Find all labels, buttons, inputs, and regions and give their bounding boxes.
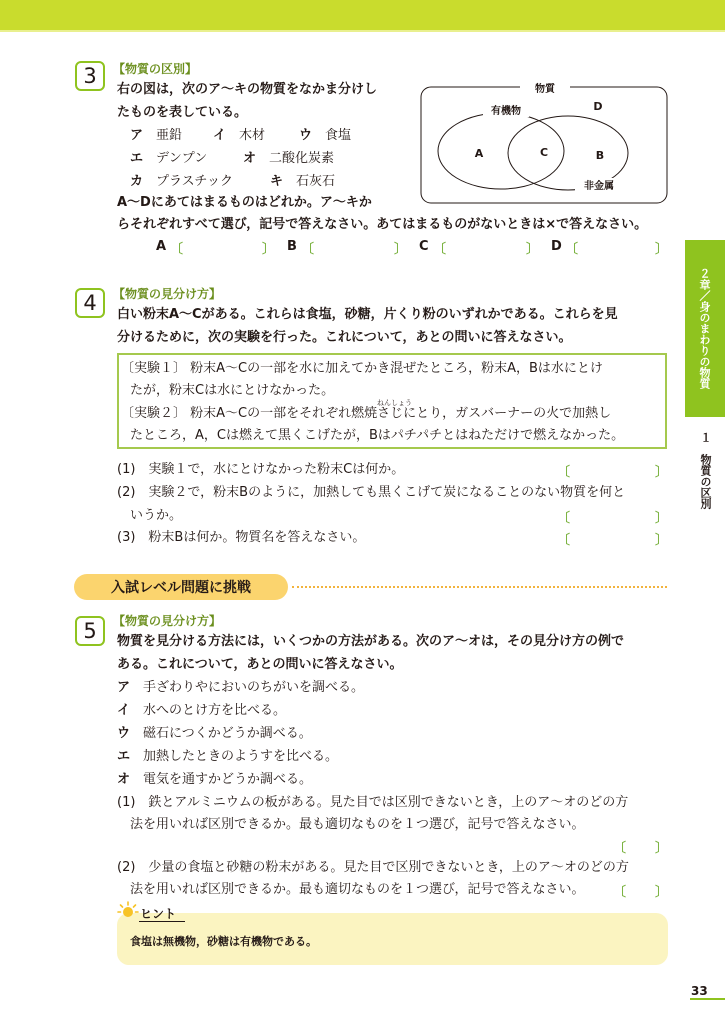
venn-label-substance: 物質 bbox=[535, 84, 555, 95]
hint-title-underline bbox=[139, 921, 185, 922]
answer-bracket-open: 〔 bbox=[565, 242, 579, 257]
venn-region-a: A bbox=[474, 147, 484, 160]
page-number: 33 bbox=[691, 984, 708, 998]
q4-line-1: 白い粉末A～Cがある。これらは食塩，砂糖，片くり粉のいずれかである。これらを見 bbox=[117, 307, 618, 322]
q3-item-key: ア bbox=[130, 128, 144, 143]
answer-bracket-close: 〕 bbox=[655, 465, 669, 480]
answer-bracket-open: 〔 bbox=[557, 465, 571, 480]
q3-item-value: 二酸化炭素 bbox=[269, 151, 335, 166]
q3-tag: 【物質の区別】 bbox=[113, 62, 198, 76]
q3-item-key: オ bbox=[243, 151, 257, 166]
answer-bracket-open: 〔 bbox=[613, 885, 627, 900]
q3-item-value: 食塩 bbox=[325, 128, 352, 143]
answer-bracket-open: 〔 bbox=[613, 841, 627, 856]
page-number-bar bbox=[690, 998, 725, 1000]
q4-sub-3: (3) 粉末Bは何か。物質名を答えなさい。 bbox=[117, 530, 366, 545]
answer-bracket-close: 〕 bbox=[262, 242, 276, 257]
q5-item-key: エ bbox=[117, 749, 131, 764]
answer-bracket-open: 〔 bbox=[170, 242, 184, 257]
q3-after-2: らそれぞれすべて選び，記号で答えなさい。あてはまるものがないときは×で答えなさい。 bbox=[117, 217, 648, 232]
q5-tag: 【物質の見分け方】 bbox=[113, 614, 222, 628]
q3-item-key: カ bbox=[130, 174, 144, 189]
q3-line-2: たものを表している。 bbox=[117, 105, 248, 120]
q5-sub-2-line-1: (2) 少量の食塩と砂糖の粉末がある。見た目で区別できないとき，上のア～オのどの方 bbox=[117, 860, 629, 875]
top-band-line bbox=[0, 30, 725, 32]
section-title: １ 物質の区別 bbox=[699, 432, 712, 509]
q5-item-key: ア bbox=[117, 680, 131, 695]
q3-item-value: 木材 bbox=[239, 128, 266, 143]
lightbulb-icon bbox=[117, 901, 139, 923]
question-number-3: 3 bbox=[75, 61, 105, 91]
ruby-nensho: ねんしょう bbox=[377, 399, 412, 407]
q3-after-1: A～Dにあてはまるものはどれか。ア～キか bbox=[117, 195, 372, 210]
q3-item-key: イ bbox=[213, 128, 227, 143]
venn-label-nonmetal: 非金属 bbox=[584, 181, 614, 192]
venn-outer-frame bbox=[421, 87, 667, 203]
q3-line-1: 右の図は，次のア～キの物質をなかま分けし bbox=[117, 82, 378, 97]
venn-diagram bbox=[420, 80, 670, 205]
q4-line-2: 分けるために，次の実験を行った。これについて，あとの問いに答えなさい。 bbox=[117, 330, 572, 345]
answer-bracket-close: 〕 bbox=[526, 242, 540, 257]
banner-dotted-rule bbox=[292, 586, 667, 588]
q5-item-key: ウ bbox=[117, 726, 131, 741]
answer-bracket-open: 〔 bbox=[557, 511, 571, 526]
q4-tag: 【物質の見分け方】 bbox=[113, 287, 222, 301]
answer-bracket-close: 〕 bbox=[655, 511, 669, 526]
answer-bracket-close: 〕 bbox=[655, 885, 669, 900]
q5-item-value: 磁石につくかどうか調べる。 bbox=[143, 726, 312, 741]
answer-bracket-close: 〕 bbox=[655, 533, 669, 548]
q5-item-value: 電気を通すかどうか調べる。 bbox=[143, 772, 313, 787]
exp2-line-2: たところ，A，Cは燃えて黒くこげたが，Bはパチパチとはねただけで燃えなかった。 bbox=[130, 428, 625, 443]
q3-answer-label-d: D bbox=[551, 239, 562, 254]
q3-item-value: 亜鉛 bbox=[156, 128, 183, 143]
q5-item-value: 加熱したときのようすを比べる。 bbox=[143, 749, 339, 764]
venn-region-c: C bbox=[539, 146, 549, 159]
q5-item-value: 手ざわりやにおいのちがいを調べる。 bbox=[143, 680, 365, 695]
question-number-5: 5 bbox=[75, 616, 105, 646]
venn-label-organic: 有機物 bbox=[491, 106, 521, 117]
q3-item-key: ウ bbox=[299, 128, 313, 143]
answer-bracket-close: 〕 bbox=[655, 242, 669, 257]
hint-text: 食塩は無機物，砂糖は有機物である。 bbox=[130, 935, 317, 948]
exp1-line-1: 〔実験１〕 粉末A～Cの一部を水に加えてかき混ぜたところ，粉末A，Bは水にとけ bbox=[121, 361, 603, 376]
chapter-title: ２章／身のまわりの物質 bbox=[698, 268, 711, 389]
q5-line-2: ある。これについて，あとの問いに答えなさい。 bbox=[117, 657, 403, 672]
q4-sub-2-line-2: いうか。 bbox=[130, 508, 183, 523]
q5-item-value: 水へのとけ方を比べる。 bbox=[143, 703, 287, 718]
q3-item-key: エ bbox=[130, 151, 144, 166]
q3-item-value: プラスチック bbox=[156, 174, 233, 189]
q3-item-value: 石灰石 bbox=[296, 174, 336, 189]
q3-item-key: キ bbox=[270, 174, 284, 189]
q5-sub-1-line-2: 法を用いれば区別できるか。最も適切なものを１つ選び，記号で答えなさい。 bbox=[130, 817, 585, 832]
exp1-line-2: たが，粉末Cは水にとけなかった。 bbox=[130, 383, 335, 398]
q3-answer-label-a: A bbox=[156, 239, 167, 254]
answer-bracket-open: 〔 bbox=[301, 242, 315, 257]
q5-sub-1-line-1: (1) 鉄とアルミニウムの板がある。見た目では区別できないとき，上のア～オのどの方 bbox=[117, 795, 629, 810]
answer-bracket-open: 〔 bbox=[433, 242, 447, 257]
answer-bracket-close: 〕 bbox=[655, 841, 669, 856]
q4-sub-1: (1) 実験１で，水にとけなかった粉末Cは何か。 bbox=[117, 462, 405, 477]
q4-sub-2-line-1: (2) 実験２で，粉末Bのように，加熱しても黒くこげて炭になることのない物質を何と bbox=[117, 485, 626, 500]
question-number-4: 4 bbox=[75, 288, 105, 318]
exp2-line-1: 〔実験２〕 粉末A～Cの一部をそれぞれ燃焼さじにとり，ガスバーナーの火で加熱し bbox=[121, 406, 612, 421]
q5-sub-2-line-2: 法を用いれば区別できるか。最も適切なものを１つ選び，記号で答えなさい。 bbox=[130, 882, 585, 897]
q3-answer-label-b: B bbox=[287, 239, 297, 254]
answer-bracket-open: 〔 bbox=[557, 533, 571, 548]
venn-region-b: B bbox=[595, 149, 605, 162]
q5-item-key: オ bbox=[117, 772, 131, 787]
hint-title: ヒント bbox=[140, 907, 177, 921]
side-tab-rule bbox=[685, 415, 725, 417]
answer-bracket-close: 〕 bbox=[394, 242, 408, 257]
top-band bbox=[0, 0, 725, 30]
venn-region-d: D bbox=[593, 100, 603, 113]
q3-answer-label-c: C bbox=[419, 239, 429, 254]
q3-item-value: デンプン bbox=[156, 151, 208, 166]
q5-line-1: 物質を見分ける方法には，いくつかの方法がある。次のア～オは，その見分け方の例で bbox=[117, 634, 625, 649]
q5-item-key: イ bbox=[117, 703, 131, 718]
challenge-banner: 入試レベル問題に挑戦 bbox=[74, 574, 288, 600]
